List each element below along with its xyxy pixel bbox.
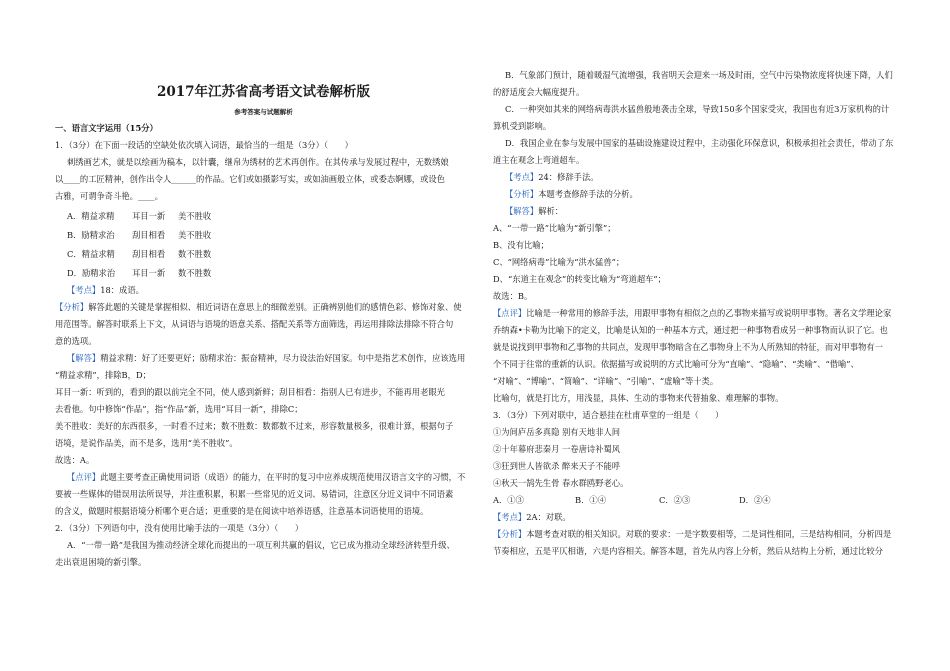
- dianping-tag: 【点评】: [493, 308, 527, 318]
- option-label: D．励精求治: [67, 268, 116, 278]
- q2-dianping-line: 就是说找到甲事物和乙事物的共同点，发现甲事物暗含在乙事物身上不为人所熟知的特征，而对甲事物有一: [493, 342, 883, 352]
- option-word: 耳目一新: [132, 268, 166, 278]
- q1-fenxi-line: 用范围等。解答时联系上下文，从词语与语境的语意关系、搭配关系等方面筛选，再运用排除法排除不符合句: [55, 319, 454, 329]
- kaodian-tag: 【考点】: [505, 172, 539, 182]
- q2-jieda-line: C、“网络病毒”比喻为“洪水猛兽”；: [493, 257, 625, 267]
- option-label: C．精益求精: [67, 249, 115, 259]
- option-word: 刮目相看: [132, 249, 166, 259]
- fenxi-tag: 【分析】: [55, 302, 89, 312]
- fenxi-text: 本题考查对联的相关知识。对联的要求：一是字数要相等，二是词性相同，三是结构相同，分析四是: [526, 529, 892, 539]
- q1-dianping-line: 的含义，做题时根据语境分析哪个更合适；更重要的是在阅读中培养语感，注意基本词语使用的语境。: [55, 506, 429, 516]
- q3-couplet-item: ②十年幕府悲秦月 一卷唐诗补蜀风: [493, 444, 621, 454]
- jieda-tag: 【解答】: [67, 353, 101, 363]
- q2-option-a: A．“一带一路”是我国为推动经济全球化而提出的一项互利共赢的倡议，它已成为推动全球经济转型升级、: [67, 540, 455, 550]
- dianping-tag: 【点评】: [67, 472, 101, 482]
- q1-jieda-line: 故选：A。: [55, 455, 95, 465]
- kaodian-tag: 【考点】: [493, 512, 527, 522]
- kaodian-text: 24：修辞手法。: [538, 172, 599, 182]
- q1-stem: 1．（3分）在下面一段话的空缺处依次填入词语，最恰当的一组是（3分）（ ）: [55, 140, 353, 150]
- q2-option-b-line: 的舒适度会大幅度提升。: [493, 87, 585, 97]
- q2-kaodian: [505, 172, 599, 183]
- q3-couplet-item: ①为间庐岳多真隐 别有天地非人间: [493, 427, 621, 437]
- q1-fenxi-line: 意的选项。: [55, 336, 97, 346]
- jieda-tag: 【解答】: [505, 206, 539, 216]
- section-heading: 一、语言文字运用（15分）: [55, 123, 158, 133]
- q2-option-a-line: 走出衰退困境的新引擎。: [55, 557, 147, 567]
- q1-kaodian: [67, 285, 144, 296]
- q2-dianping-line: “对喻”、“博喻”、“简喻”、“详喻”、“引喻”、“虚喻”等十类。: [493, 376, 719, 386]
- dianping-text: 此题主要考查正确使用词语（成语）的能力，在平时的复习中应养成规范使用汉语言文字的习惯，不: [100, 472, 466, 482]
- dianping-text: 比喻是一种常用的修辞手法，用跟甲事物有相似之点的乙事物来描写或说明甲事物。著名文学理论家: [526, 308, 892, 318]
- q1-jieda: [67, 353, 465, 364]
- jieda-text: 精益求精：好了还要更好；励精求治：振奋精神，尽力设法治好国家。句中是指艺术创作，应该选用: [100, 353, 466, 363]
- q2-jieda-line: B、没有比喻；: [493, 240, 549, 250]
- q2-option-b: B．气象部门预计，随着暖湿气流增强，我省明天会迎来一场及时雨，空气中污染物浓度将快速下降，人们: [505, 70, 893, 80]
- fenxi-text: 解答此题的关键是掌握相似、相近词语在意思上的细微差别。正确辨别他们的感情色彩、修饰对象、使: [88, 302, 462, 312]
- option-label: B．励精求治: [67, 230, 115, 240]
- q3-couplet-item: ④秋天一鹄先生骨 春水群鸥野老心。: [493, 478, 629, 488]
- page-title: 2017年江苏省高考语文试卷解析版: [156, 84, 371, 100]
- q2-dianping: [493, 308, 891, 319]
- q1-dianping-line: 要被一些媒体的错误用法所误导，并注重积累，积累一些常见的近义词、易错词，注意区分近义词中不同语素: [55, 489, 454, 499]
- q3-fenxi-line: 节奏相应，五是平仄相谐，六是内容相关。解答本题，首先从内容上分析，然后从结构上分析，通过比较分: [493, 546, 883, 556]
- option-word: 耳目一新: [132, 211, 166, 221]
- q1-passage-line: 以____的工匠精神，创作出令人______的作品。它们或如摄影写实，或如油画般立体，或委态婀娜，或设色: [55, 174, 445, 184]
- q2-fenxi: [505, 189, 638, 200]
- q1-passage-line: 古雅，可谓争奇斗艳。____。: [55, 191, 163, 201]
- q3-couplet-item: ③狂到世人皆欲杀 醉来天子不能呼: [493, 461, 621, 471]
- q1-jieda-line: 语境，是说作品美，而不是多，选用“美不胜收”。: [55, 438, 238, 448]
- fenxi-text: 本题考查修辞手法的分析。: [538, 189, 638, 199]
- q1-jieda-line: 耳目一新：听到的，看到的跟以前完全不同，使人感到新鲜；刮目相看：指别人已有进步，不能再用老眼光: [55, 387, 445, 397]
- kaodian-text: 18：成语。: [100, 285, 144, 295]
- q2-jieda-line: A、“一带一路”比喻为“新引擎”；: [493, 223, 616, 233]
- option-word: 美不胜收: [178, 230, 212, 240]
- fenxi-tag: 【分析】: [505, 189, 539, 199]
- q2-dianping-line: 比喻句，就是打比方，用浅显，具体、生动的事物来代替抽象、难理解的事物。: [493, 393, 784, 403]
- q2-option-d: D．我国企业在参与发展中国家的基础设施建设过程中，主动强化环保意识，积极承担社会责任，带动了东: [505, 138, 894, 148]
- q3-fenxi: [493, 529, 891, 540]
- q2-dianping-line: 个不同于往常的重新的认识。依据描写或说明的方式比喻可分为“直喻”、“隐喻”、“类喻”、“借喻”、: [493, 359, 859, 369]
- q1-fenxi: [55, 302, 462, 313]
- q2-option-d-line: 道主在观念上弯道超车。: [493, 155, 585, 165]
- q2-dianping-line: 乔纳森•卡勒为比喻下的定义，比喻是认知的一种基本方式，通过把一种事物看成另一种事物而认识了它。也: [493, 325, 888, 335]
- q3-stem: 3．（3分）下列对联中，适合悬挂在杜甫草堂的一组是（ ）: [493, 410, 724, 420]
- option-word: 数不胜数: [178, 268, 212, 278]
- q2-jieda: [505, 206, 563, 217]
- option-word: 刮目相看: [132, 230, 166, 240]
- q3-kaodian: [493, 512, 571, 523]
- q1-jieda-line: 美不胜收：美好的东西很多，一时看不过来；数不胜数：数都数不过来，形容数量极多，很难计算，根据句子: [55, 421, 454, 431]
- choice-b: B．①④: [575, 495, 606, 505]
- q1-passage-line: 刺绣画艺术，就是以绘画为稿本，以针囊，继帛为绣材的艺术再创作。在其传承与发展过程中，无数绣娘: [67, 157, 449, 167]
- q2-option-c: C．一种突如其来的网络病毒洪水猛兽般地袭击全球，导致150多个国家受灾，我国也有近3万家机构的计: [505, 104, 890, 114]
- q2-jieda-line: D、“东道主在观念”的转变比喻为“弯道超车”；: [493, 274, 666, 284]
- q1-jieda-line: “精益求精”，排除B，D；: [55, 370, 151, 380]
- choice-d: D．②④: [739, 495, 771, 505]
- q2-jieda-line: 故选：B。: [493, 291, 533, 301]
- option-label: A．精益求精: [67, 211, 115, 221]
- q2-option-c-line: 算机受到影响。: [493, 121, 552, 131]
- q1-jieda-line: 去看他。句中修饰“作品”，指“作品”新，选用“耳目一新”，排除C；: [55, 404, 303, 414]
- choice-a: A．①③: [493, 495, 524, 505]
- kaodian-text: 2A：对联。: [526, 512, 571, 522]
- jieda-text: 解析：: [538, 206, 564, 216]
- fenxi-tag: 【分析】: [493, 529, 527, 539]
- option-word: 美不胜收: [178, 211, 212, 221]
- q2-stem: 2．（3分）下列语句中，没有使用比喻手法的一项是（3分）（ ）: [55, 523, 304, 533]
- choice-c: C．②③: [659, 495, 691, 505]
- option-word: 数不胜数: [178, 249, 212, 259]
- q1-dianping: [67, 472, 465, 483]
- page-subtitle: 参考答案与试题解析: [234, 108, 293, 116]
- kaodian-tag: 【考点】: [67, 285, 101, 295]
